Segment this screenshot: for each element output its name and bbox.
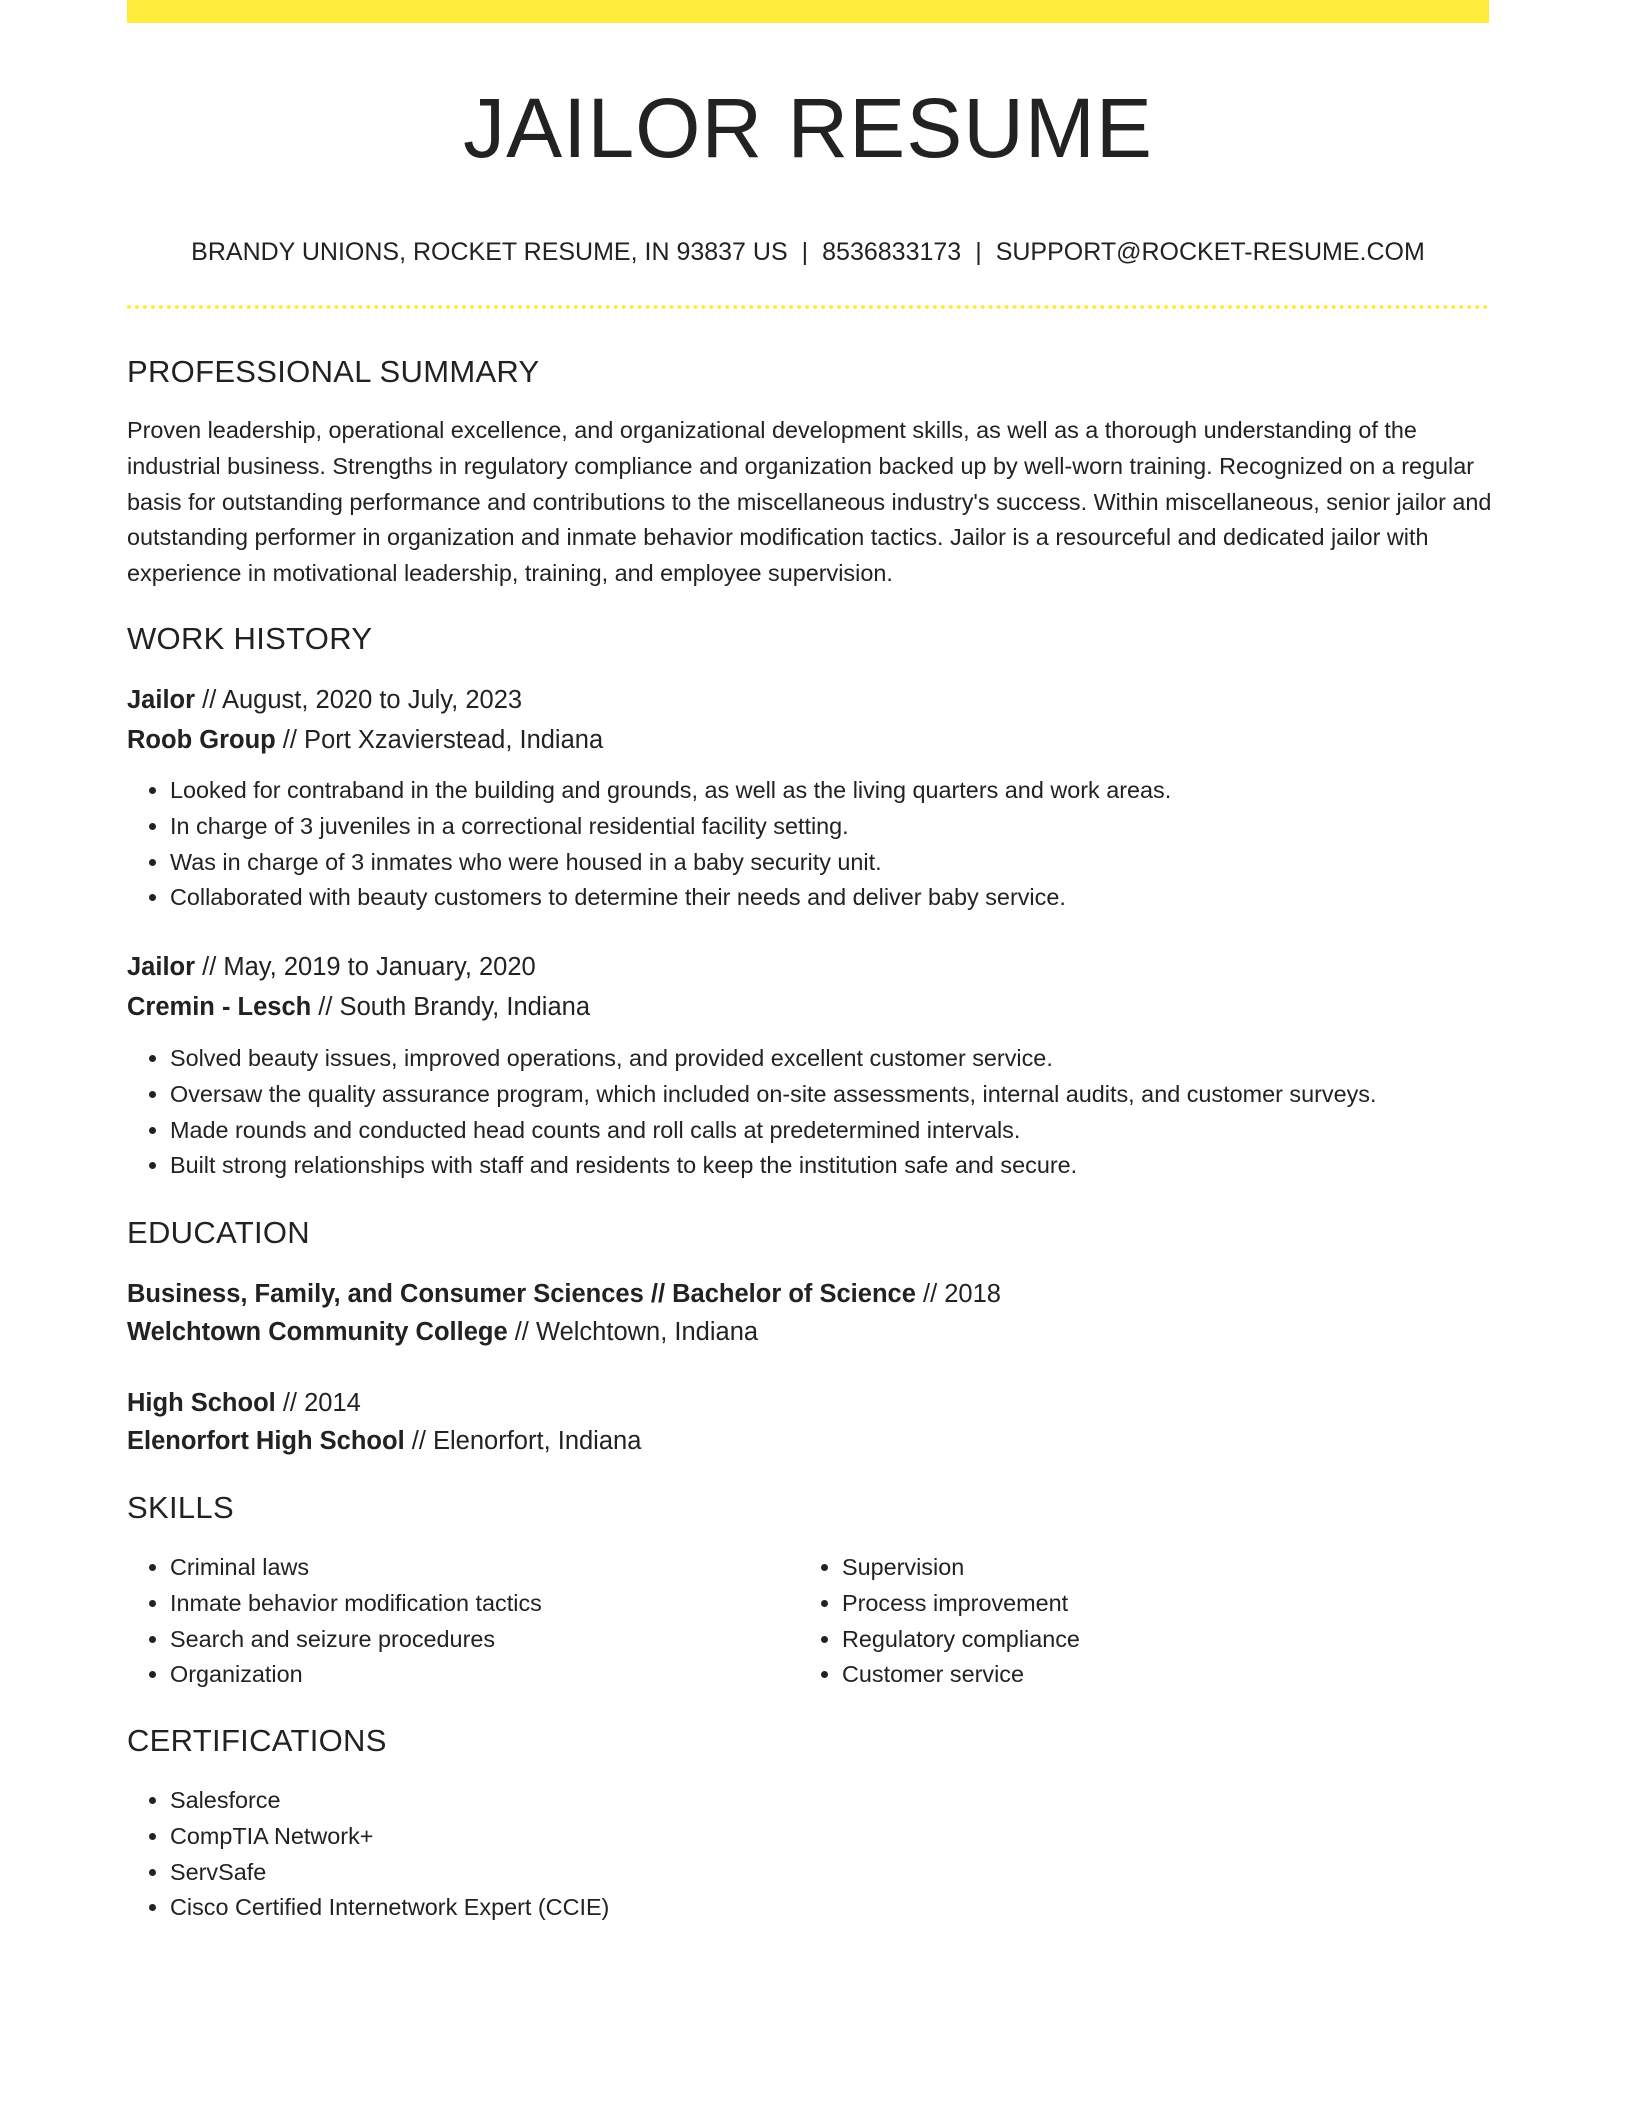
education-heading: EDUCATION (127, 1215, 310, 1250)
education-degree: High School (127, 1389, 276, 1417)
list-item: • Solved beauty issues, improved operations, and provided excellent customer service. (170, 1041, 1376, 1077)
list-item: • Inmate behavior modification tactics (170, 1586, 542, 1622)
list-item: • Search and seizure procedures (170, 1622, 542, 1658)
skills-heading: SKILLS (127, 1490, 234, 1525)
skills-list-right (799, 1550, 1080, 1693)
list-item: • Built strong relationships with staff and residents to keep the institution safe and secure. (170, 1148, 1376, 1184)
education-location: // Welchtown, Indiana (507, 1318, 759, 1346)
contact-phone[interactable]: 8536833173 (822, 238, 962, 266)
job-dates: // August, 2020 to July, 2023 (195, 686, 523, 714)
education-degree-line (127, 1277, 1001, 1311)
list-item: • Supervision (842, 1550, 1080, 1586)
list-item: • In charge of 3 juveniles in a correctional residential facility setting. (170, 809, 1171, 845)
summary-heading: PROFESSIONAL SUMMARY (127, 354, 540, 389)
job-duties-list (127, 1041, 1376, 1184)
contact-separator: | (975, 238, 982, 266)
list-item: • ServSafe (170, 1855, 609, 1891)
job-location: // South Brandy, Indiana (311, 993, 591, 1021)
summary-text: Proven leadership, operational excellence, and organizational development skills, as well as a thorough understanding of the industrial business. Strengths in regulatory compliance and organization backed up by well-worn training. Recognized on a regular basis for outstanding performance and contributions to the miscellaneous industry's success. Within miscellaneous, senior jailor and outstanding performer in organization and inmate behavior modification tactics. Jailor is a resourceful and dedicated jailor with experience in motivational leadership, training, and employee supervision. (127, 417, 1492, 587)
list-item: • Customer service (842, 1657, 1080, 1693)
job-role: Jailor (127, 686, 196, 714)
list-item: • Cisco Certified Internetwork Expert (CCIE) (170, 1890, 609, 1926)
education-school-line (127, 1315, 758, 1349)
job-company: Roob Group (127, 726, 276, 754)
education-year: // 2018 (915, 1280, 1001, 1308)
education-year: // 2014 (275, 1389, 361, 1417)
certifications-heading: CERTIFICATIONS (127, 1723, 387, 1758)
work-history-heading: WORK HISTORY (127, 621, 373, 656)
list-item: • Was in charge of 3 inmates who were housed in a baby security unit. (170, 845, 1171, 881)
job-title-line (127, 950, 536, 984)
job-duties-list (127, 773, 1171, 916)
list-item: • Organization (170, 1657, 542, 1693)
contact-line (127, 236, 1489, 268)
contact-email[interactable]: SUPPORT@ROCKET-RESUME.COM (995, 238, 1425, 266)
job-company-line (127, 990, 590, 1024)
resume-title: JAILOR RESUME (463, 81, 1153, 175)
education-school: Elenorfort High School (127, 1427, 405, 1455)
list-item: • Collaborated with beauty customers to determine their needs and deliver baby service. (170, 880, 1171, 916)
list-item: • Oversaw the quality assurance program, which included on-site assessments, internal audits, and customer surveys. (170, 1077, 1376, 1113)
list-item: • CompTIA Network+ (170, 1819, 609, 1855)
education-degree-line (127, 1386, 361, 1420)
job-company: Cremin - Lesch (127, 993, 312, 1021)
education-school: Welchtown Community College (127, 1318, 508, 1346)
list-item: • Salesforce (170, 1783, 609, 1819)
list-item: • Made rounds and conducted head counts and roll calls at predetermined intervals. (170, 1113, 1376, 1149)
list-item: • Looked for contraband in the building and grounds, as well as the living quarters and work areas. (170, 773, 1171, 809)
education-location: // Elenorfort, Indiana (404, 1427, 642, 1455)
job-title-line (127, 683, 522, 717)
contact-separator: | (801, 238, 809, 266)
contact-address: BRANDY UNIONS, ROCKET RESUME, IN 93837 US (191, 238, 788, 266)
job-company-line (127, 723, 603, 757)
job-location: // Port Xzavierstead, Indiana (275, 726, 604, 754)
education-degree: Business, Family, and Consumer Sciences // Bachelor of Science (127, 1280, 916, 1308)
job-dates: // May, 2019 to January, 2020 (195, 953, 536, 981)
skills-list-left (127, 1550, 542, 1693)
certifications-list (127, 1783, 609, 1926)
accent-bar (127, 0, 1489, 23)
list-item: • Criminal laws (170, 1550, 542, 1586)
job-role: Jailor (127, 953, 196, 981)
header-divider (127, 305, 1489, 309)
list-item: • Process improvement (842, 1586, 1080, 1622)
list-item: • Regulatory compliance (842, 1622, 1080, 1658)
education-school-line (127, 1424, 641, 1458)
